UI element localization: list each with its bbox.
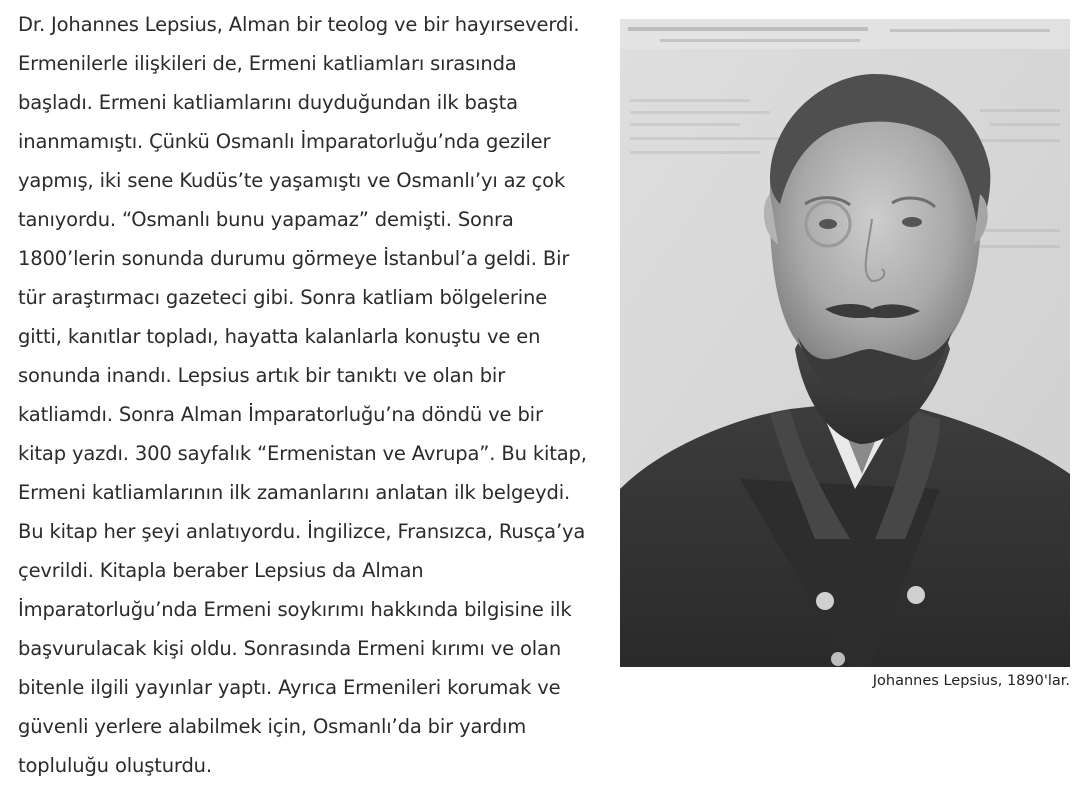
paragraph-line: topluluğu oluşturdu. — [18, 754, 212, 777]
paragraph-line: Ermeni katliamlarının ilk zamanlarını anlatan ilk belgeydi. — [18, 481, 571, 504]
paragraph-line: Bu kitap her şeyi anlatıyordu. İngilizce, Fransızca, Rusça’ya — [18, 520, 586, 543]
paragraph-line: tür araştırmacı gazeteci gibi. Sonra katliam bölgelerine — [18, 286, 548, 309]
paragraph-line: sonunda inandı. Lepsius artık bir tanıktı ve olan bir — [18, 364, 506, 387]
paragraph-line: gitti, kanıtlar topladı, hayatta kalanlarla konuştu ve en — [18, 325, 541, 348]
paragraph-line: inanmamıştı. Çünkü Osmanlı İmparatorluğu’nda geziler — [18, 130, 551, 153]
paragraph-line: tanıyordu. “Osmanlı bunu yapamaz” demişti. Sonra — [18, 208, 514, 231]
portrait-photo — [620, 19, 1070, 667]
paragraph-line: bitenle ilgili yayınlar yaptı. Ayrıca Ermenileri korumak ve — [18, 676, 561, 699]
paragraph-line: Dr. Johannes Lepsius, Alman bir teolog ve bir hayırseverdi. — [18, 13, 580, 36]
paragraph-line: İmparatorluğu’nda Ermeni soykırımı hakkında bilgisine ilk — [18, 598, 572, 621]
paragraph-line: 1800’lerin sonunda durumu görmeye İstanbul’a geldi. Bir — [18, 247, 570, 270]
paragraph-line: güvenli yerlere alabilmek için, Osmanlı’da bir yardım — [18, 715, 527, 738]
article-paragraph — [18, 5, 608, 785]
paragraph-line: kitap yazdı. 300 sayfalık “Ermenistan ve Avrupa”. Bu kitap, — [18, 442, 587, 465]
article — [18, 0, 1068, 791]
figure-caption: Johannes Lepsius, 1890'lar. — [872, 673, 1070, 689]
paragraph-line: yapmış, iki sene Kudüs’te yaşamıştı ve Osmanlı’yı az çok — [18, 169, 566, 192]
paragraph-line: başvurulacak kişi oldu. Sonrasında Ermeni kırımı ve olan — [18, 637, 562, 660]
paragraph-line: katliamdı. Sonra Alman İmparatorluğu’na döndü ve bir — [18, 403, 543, 426]
paragraph-line: Ermenilerle ilişkileri de, Ermeni katliamları sırasında — [18, 52, 517, 75]
paragraph-line: başladı. Ermeni katliamlarını duyduğundan ilk başta — [18, 91, 518, 114]
paragraph-line: çevrildi. Kitapla beraber Lepsius da Alman — [18, 559, 424, 582]
portrait-figure — [620, 19, 1070, 689]
